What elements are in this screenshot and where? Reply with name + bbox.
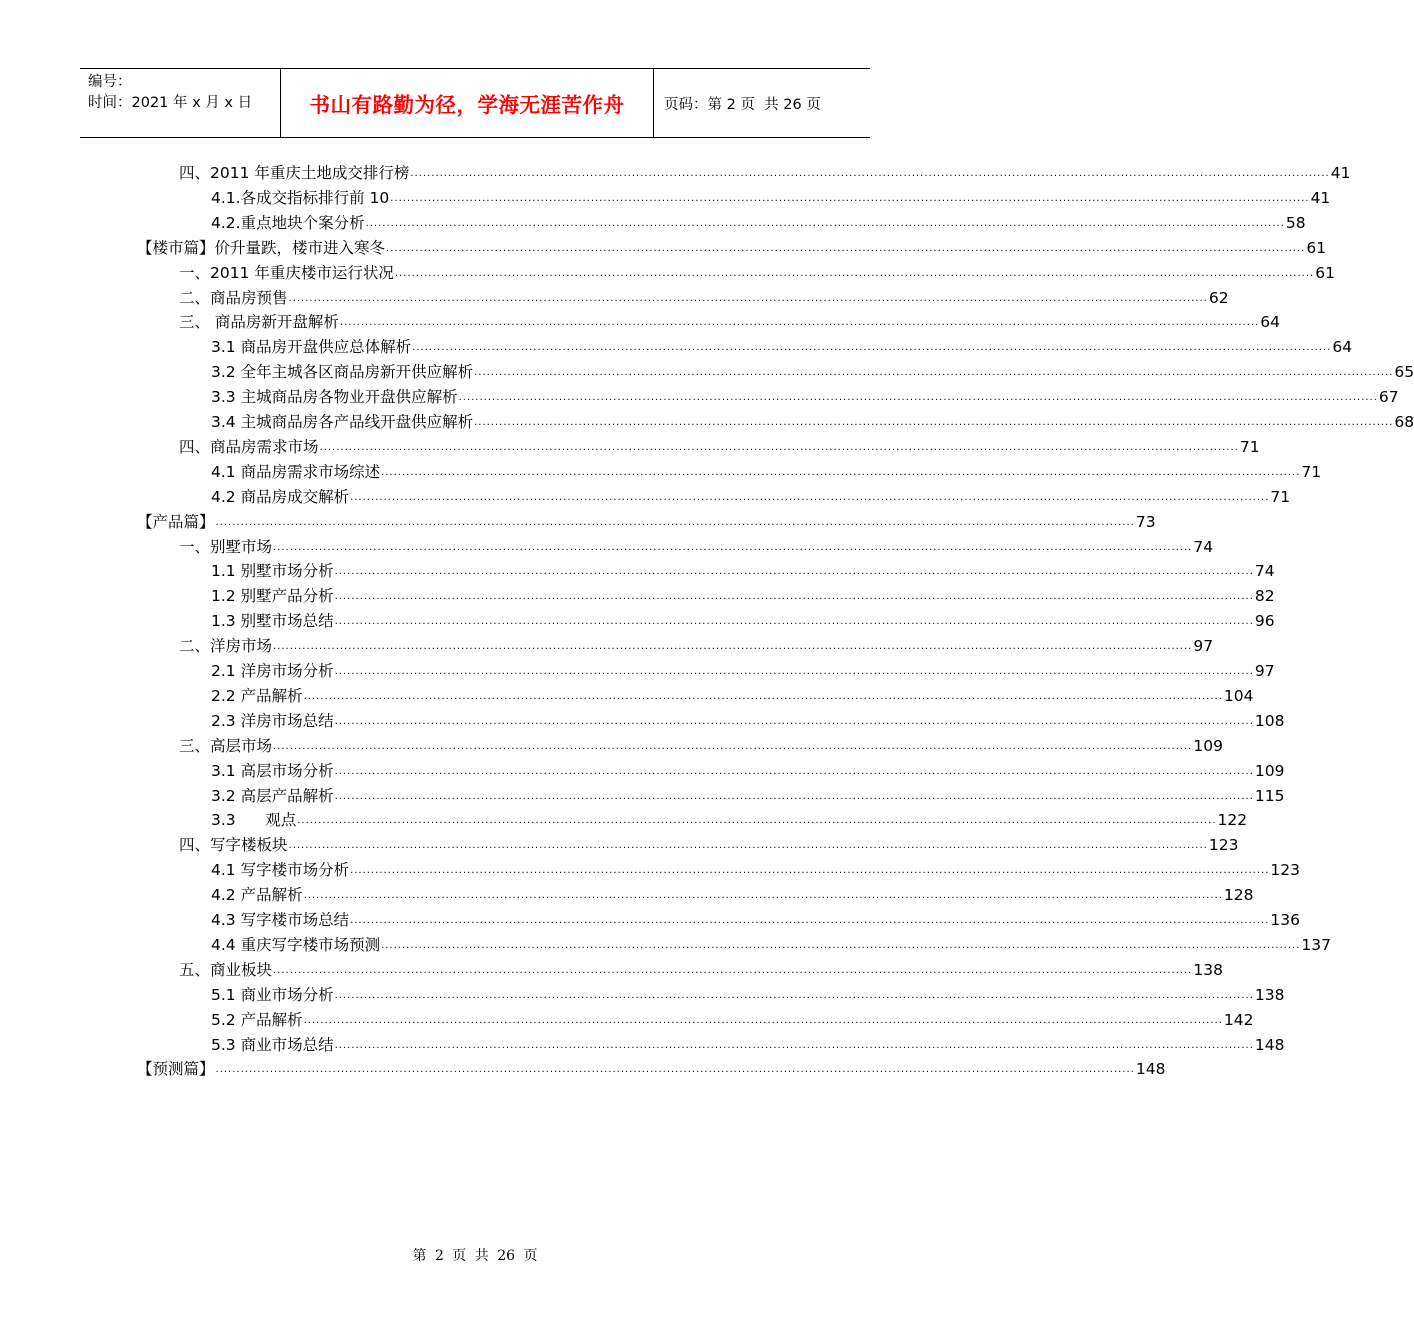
toc-entry-title: 2.3 洋房市场总结 [211,711,334,730]
toc-entry[interactable] [179,731,1223,756]
toc-entry-page: 74 [1254,562,1275,581]
toc-leader-dots: ............................................................................................................................................................................................................................ [273,641,1193,653]
toc-entry-page: 138 [1193,960,1223,979]
toc-leader-dots: ............................................................................................................................................................................................................................ [334,666,1254,677]
toc-leader-dots: ............................................................................................................................................................................................................................ [390,192,1310,204]
toc-entry-title: 三、高层市场 [179,736,273,755]
toc-entry[interactable] [211,457,1322,482]
page-footer [0,1245,950,1265]
toc-entry[interactable] [179,158,1351,183]
toc-entry[interactable] [179,283,1229,308]
toc-leader-dots: ............................................................................................................................................................................................................................ [474,367,1394,379]
toc-leader-dots: ............................................................................................................................................................................................................................ [288,292,1208,304]
toc-entry[interactable] [211,805,1248,830]
toc-leader-dots: ............................................................................................................................................................................................................................ [273,964,1193,976]
toc-entry[interactable] [211,606,1275,631]
toc-entry[interactable] [211,930,1331,955]
toc-entry-page: 41 [1310,188,1331,207]
toc-leader-dots: ............................................................................................................................................................................................................................ [365,217,1285,229]
toc-leader-dots: ............................................................................................................................................................................................................................ [334,566,1254,578]
toc-leader-dots: ............................................................................................................................................................................................................................ [297,815,1217,827]
toc-entry[interactable] [211,880,1254,905]
toc-leader-dots: ............................................................................................................................................................................................................................ [273,541,1193,553]
toc-entry[interactable] [211,407,1414,432]
toc-entry-title: 3.1 高层市场分析 [211,761,334,780]
toc-entry[interactable] [179,258,1335,283]
toc-entry-page: 58 [1285,213,1306,232]
toc-entry-title: 四、写字楼板块 [179,836,288,855]
toc-entry-title: 4.1.各成交指标排行前 10 [211,188,390,207]
toc-leader-dots: ............................................................................................................................................................................................................................ [334,765,1254,777]
toc-entry[interactable] [179,432,1260,457]
toc-entry-page: 96 [1254,612,1275,631]
toc-entry-page: 148 [1135,1060,1166,1079]
header-page-info: 页码：第 2 页 共 26 页 [664,96,821,113]
toc-leader-dots: ............................................................................................................................................................................................................................ [474,417,1394,428]
toc-entry-page: 122 [1217,811,1248,830]
toc-entry[interactable] [179,631,1214,656]
toc-leader-dots: ............................................................................................................................................................................................................................ [410,168,1330,179]
toc-entry[interactable] [211,980,1285,1005]
toc-entry[interactable] [211,1030,1285,1055]
toc-entry[interactable] [179,532,1214,557]
toc-entry-title: 4.4 重庆写字楼市场预测 [211,935,381,954]
toc-leader-dots: ............................................................................................................................................................................................................................ [386,242,1306,254]
toc-leader-dots: ............................................................................................................................................................................................................................ [303,1014,1223,1026]
toc-entry-page: 97 [1254,662,1275,680]
toc-leader-dots: ............................................................................................................................................................................................................................ [303,890,1223,902]
toc-entry-page: 61 [1315,263,1335,282]
toc-entry-page: 61 [1306,238,1327,257]
toc-entry[interactable] [211,855,1300,880]
toc-entry-page: 123 [1270,861,1300,880]
toc-entry-title: 3.2 高层产品解析 [211,786,334,805]
toc-entry[interactable] [211,681,1254,706]
toc-leader-dots: ............................................................................................................................................................................................................................ [334,790,1254,802]
toc-entry-page: 115 [1254,786,1285,805]
toc-entry[interactable] [137,507,1156,532]
footer-page-number: 第 2 页 共 26 页 [412,1248,538,1264]
toc-entry-page: 138 [1254,985,1285,1004]
toc-entry-page: 137 [1301,935,1331,954]
toc-entry-title: 【预测篇】 [137,1060,215,1079]
toc-entry-page: 109 [1254,761,1285,780]
toc-entry-page: 71 [1270,487,1291,506]
toc-leader-dots: ............................................................................................................................................................................................................................ [381,939,1301,951]
toc-entry-page: 74 [1193,537,1214,556]
toc-entry-page: 41 [1330,164,1351,182]
header-motto-cell [281,69,654,137]
toc-entry[interactable] [211,357,1414,382]
toc-entry-page: 64 [1332,338,1353,357]
toc-entry[interactable] [211,706,1285,731]
toc-entry[interactable] [211,183,1331,208]
toc-entry[interactable] [179,830,1239,855]
toc-entry-title: 二、洋房市场 [179,637,273,656]
toc-entry-title: 四、2011 年重庆土地成交排行榜 [179,164,410,182]
toc-leader-dots: ............................................................................................................................................................................................................................ [303,690,1223,702]
toc-entry[interactable] [211,482,1291,507]
toc-entry-title: 3.1 商品房开盘供应总体解析 [211,338,412,357]
toc-entry-title: 3.4 主城商品房各产品线开盘供应解析 [211,413,474,431]
toc-entry-title: 3.3 观点 [211,811,297,830]
toc-entry-page: 97 [1193,637,1214,656]
toc-entry[interactable] [179,307,1280,332]
toc-entry-title: 【楼市篇】价升量跌，楼市进入寒冬 [137,238,386,257]
toc-entry-title: 1.1 别墅市场分析 [211,562,334,581]
toc-entry-page: 68 [1394,413,1414,431]
toc-entry-page: 142 [1223,1010,1254,1029]
toc-leader-dots: ............................................................................................................................................................................................................................ [350,915,1270,926]
toc-entry-page: 136 [1270,911,1300,929]
toc-entry-title: 一、2011 年重庆楼市运行状况 [179,263,394,282]
toc-entry-page: 82 [1254,587,1275,606]
toc-entry-title: 1.3 别墅市场总结 [211,612,334,631]
header-motto: 书山有路勤为径，学海无涯苦作舟 [309,93,625,117]
toc-entry-page: 65 [1394,363,1414,382]
toc-leader-dots: ............................................................................................................................................................................................................................ [319,441,1239,453]
toc-leader-dots: ............................................................................................................................................................................................................................ [350,865,1270,877]
toc-entry-title: 2.2 产品解析 [211,686,303,705]
toc-entry-title: 1.2 别墅产品分析 [211,587,334,606]
header-page-info-cell [654,69,870,137]
toc-entry-title: 4.2 产品解析 [211,886,303,905]
toc-entry[interactable] [211,1005,1254,1030]
toc-entry[interactable] [211,332,1353,357]
toc-entry-title: 3.2 全年主城各区商品房新开供应解析 [211,363,474,382]
toc-entry[interactable] [211,208,1306,233]
toc-entry-title: 4.2.重点地块个案分析 [211,213,365,232]
toc-entry-title: 五、商业板块 [179,960,273,979]
toc-entry[interactable] [211,382,1399,407]
toc-entry[interactable] [179,955,1223,980]
toc-entry-title: 【产品篇】 [137,512,215,531]
header-meta [80,69,281,137]
toc-entry-page: 128 [1223,886,1254,905]
toc-leader-dots: ............................................................................................................................................................................................................................ [334,1039,1254,1051]
toc-leader-dots: ............................................................................................................................................................................................................................ [334,715,1254,727]
toc-entry-page: 109 [1193,736,1223,755]
toc-entry-page: 64 [1260,313,1280,332]
toc-entry-page: 123 [1208,836,1239,855]
toc-entry[interactable] [137,233,1327,258]
toc-entry-page: 73 [1135,512,1156,531]
toc-entry-title: 四、商品房需求市场 [179,437,319,456]
toc-entry-page: 62 [1208,288,1229,307]
toc-leader-dots: ............................................................................................................................................................................................................................ [288,840,1208,852]
toc-leader-dots: ............................................................................................................................................................................................................................ [215,1064,1135,1076]
toc-entry[interactable] [211,756,1285,781]
toc-leader-dots: ............................................................................................................................................................................................................................ [458,392,1378,404]
toc-entry[interactable] [211,556,1275,581]
toc-entry-title: 一、别墅市场 [179,537,273,556]
toc-leader-dots: ............................................................................................................................................................................................................................ [339,317,1260,329]
toc-entry[interactable] [211,781,1285,806]
toc-entry[interactable] [211,656,1275,681]
toc-entry[interactable] [137,1054,1166,1079]
toc-entry-title: 5.2 产品解析 [211,1010,303,1029]
toc-entry-title: 4.2 商品房成交解析 [211,487,350,506]
toc-entry-page: 104 [1223,686,1254,705]
toc-entry[interactable] [211,905,1300,930]
toc-leader-dots: ............................................................................................................................................................................................................................ [412,342,1332,354]
toc-entry-title: 4.3 写字楼市场总结 [211,911,350,929]
toc-entry-page: 108 [1254,711,1285,730]
page-header [80,68,870,138]
toc-entry[interactable] [211,581,1275,606]
toc-entry-page: 71 [1239,437,1260,456]
toc-entry-title: 5.3 商业市场总结 [211,1035,334,1054]
toc-leader-dots: ............................................................................................................................................................................................................................ [334,591,1254,603]
toc-leader-dots: ............................................................................................................................................................................................................................ [215,516,1135,528]
toc-entry-title: 三、 商品房新开盘解析 [179,313,339,332]
document-date: 时间：2021 年 x 月 x 日 [88,95,253,111]
toc-leader-dots: ............................................................................................................................................................................................................................ [273,740,1193,752]
toc-entry-title: 二、商品房预售 [179,288,288,307]
toc-entry-title: 5.1 商业市场分析 [211,985,334,1004]
toc-entry-title: 2.1 洋房市场分析 [211,662,334,680]
toc-leader-dots: ............................................................................................................................................................................................................................ [394,267,1315,279]
toc-entry-page: 148 [1254,1035,1285,1054]
toc-leader-dots: ............................................................................................................................................................................................................................ [334,989,1254,1001]
toc-entry-title: 4.1 商品房需求市场综述 [211,462,381,481]
toc-leader-dots: ............................................................................................................................................................................................................................ [350,491,1270,503]
toc-leader-dots: ............................................................................................................................................................................................................................ [334,616,1254,628]
toc-entry-title: 3.3 主城商品房各物业开盘供应解析 [211,388,458,407]
toc-entry-title: 4.1 写字楼市场分析 [211,861,350,880]
document-number-label: 编号： [88,74,132,90]
toc-entry-page: 67 [1378,388,1399,407]
toc-leader-dots: ............................................................................................................................................................................................................................ [381,466,1301,478]
toc-entry-page: 71 [1301,462,1322,481]
